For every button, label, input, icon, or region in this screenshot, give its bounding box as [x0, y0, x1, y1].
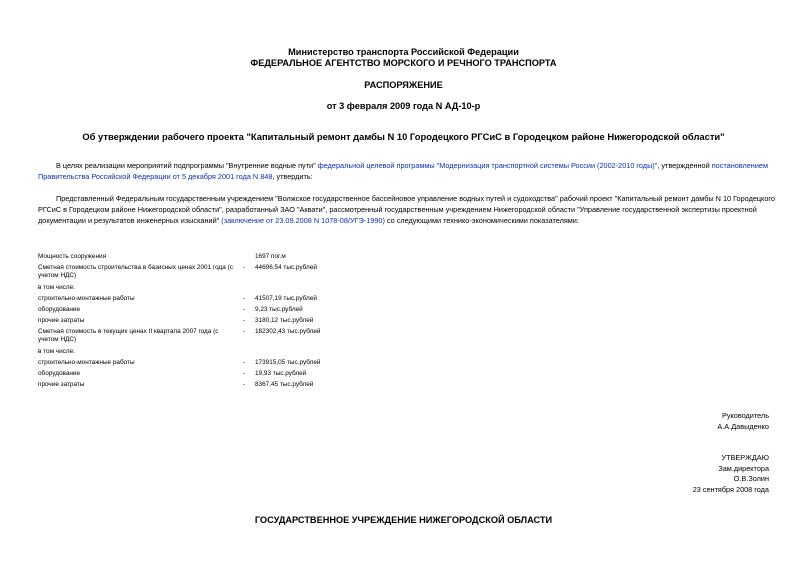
document-title: Об утверждении рабочего проекта "Капитальный ремонт дамбы N 10 Городецкого РГСиС в Городецком районе Нижегородской области" [82, 131, 725, 142]
cell-value: 9,23 тыс.рублей [255, 306, 303, 313]
table-row [38, 317, 455, 328]
cell-value [255, 284, 455, 295]
cell-name: Сметная стоимость строительства в базисных ценах 2001 года (с учетом НДС) [38, 264, 233, 279]
cell-name: в том числе: [38, 284, 75, 291]
cell-value: 173915,05 тыс.рублей [255, 359, 321, 366]
table-row [38, 253, 455, 264]
paragraph-text: , утвердить: [272, 172, 313, 181]
cell-dash [233, 284, 255, 295]
paragraph-text: В целях реализации мероприятий подпрограммы "Внутренние водные пути" [56, 161, 318, 170]
cell-name: оборудование [38, 306, 81, 313]
signatory-name: А.А.Давыденко [717, 421, 769, 431]
ministry-name: Министерство транспорта Российской Федерации [288, 47, 519, 57]
cell-dash: - [242, 295, 246, 302]
cell-name: строительно-монтажные работы [38, 359, 135, 366]
cell-value: 3180,12 тыс.рублей [255, 317, 314, 324]
paragraph-text: со следующими технико-экономическими показателями: [384, 216, 579, 225]
institution-heading: ГОСУДАРСТВЕННОЕ УЧРЕЖДЕНИЕ НИЖЕГОРОДСКОЙ ОБЛАСТИ [254, 515, 553, 525]
approval-date: 23 сентября 2008 года [692, 484, 769, 494]
decree-link[interactable]: постановлением Правительства Российской Федерации от 5 декабря 2001 года N 848 [38, 161, 768, 181]
signature-block [717, 411, 769, 432]
cell-name: Мощность сооружения [38, 253, 107, 260]
cell-value: 44696,54 тыс.рублей [255, 264, 317, 271]
cell-name: прочие затраты [38, 317, 85, 324]
table-row [38, 295, 455, 306]
cell-value: 182302,43 тыс.рублей [255, 328, 321, 335]
table-row [38, 381, 455, 392]
paragraph-approval [38, 193, 775, 226]
agency-name: ФЕДЕРАЛЬНОЕ АГЕНТСТВО МОРСКОГО И РЕЧНОГО ТРАНСПОРТА [250, 58, 557, 68]
table-row [38, 370, 455, 381]
cell-name: прочие затраты [38, 381, 85, 388]
table-row [38, 306, 455, 317]
cell-value [255, 348, 455, 359]
table-row [38, 328, 455, 348]
cell-dash: - [242, 264, 246, 271]
cell-name: в том числе: [38, 348, 75, 355]
program-link[interactable]: федеральной целевой программы "Модернизация транспортной системы России (2002-2010 годы)" [317, 161, 658, 170]
cell-name: Сметная стоимость в текущих ценах II квартала 2007 года (с учетом НДС) [38, 328, 219, 343]
cell-name: оборудование [38, 370, 81, 377]
cell-dash [233, 348, 255, 359]
approval-block [693, 453, 769, 495]
indicators-table [38, 253, 455, 392]
table-row [38, 264, 455, 284]
cell-dash: - [242, 359, 246, 366]
signatory-position: Руководитель [721, 411, 769, 420]
cell-dash: - [242, 306, 246, 313]
cell-value: 1697 пог.м [255, 253, 286, 260]
expertise-conclusion-link[interactable]: (заключение от 23.09.2008 N 1078-08/УГЭ-1990) [221, 216, 385, 225]
cell-value: 19,93 тыс.рублей [255, 370, 307, 377]
approver-position: Зам.директора [718, 463, 769, 473]
approver-name: О.В.Золин [733, 474, 769, 483]
cell-dash: - [242, 328, 246, 335]
document-type: РАСПОРЯЖЕНИЕ [364, 80, 443, 90]
paragraph-text: , утвержденной [657, 161, 712, 170]
approval-label: УТВЕРЖДАЮ [721, 453, 769, 462]
table-row [38, 284, 455, 295]
cell-value: 41507,19 тыс.рублей [255, 295, 317, 302]
cell-dash: - [242, 317, 246, 324]
cell-dash [233, 253, 255, 264]
cell-name: строительно-монтажные работы [38, 295, 135, 302]
document-date-number: от 3 февраля 2009 года N АД-10-р [326, 101, 481, 111]
cell-dash: - [242, 370, 246, 377]
cell-dash: - [242, 381, 246, 388]
paragraph-text: Представленный Федеральным государственным учреждением "Волжское государственное бассейновое управление водных путей и судоходства" рабочий проект "Капитальный ремонт дамбы N 10 Городецкого РГСиС в Городецком районе Нижегородской области", разработанный ЗАО "Аквати", рассмотренный государственным учреждением Нижегородской области "Управление государственной экспертизы проектной документации и результатов инженерных изысканий" [38, 194, 775, 225]
paragraph-purpose [38, 160, 775, 182]
table-row [38, 359, 455, 370]
table-row [38, 348, 455, 359]
cell-value: 8367,45 тыс.рублей [255, 381, 314, 388]
